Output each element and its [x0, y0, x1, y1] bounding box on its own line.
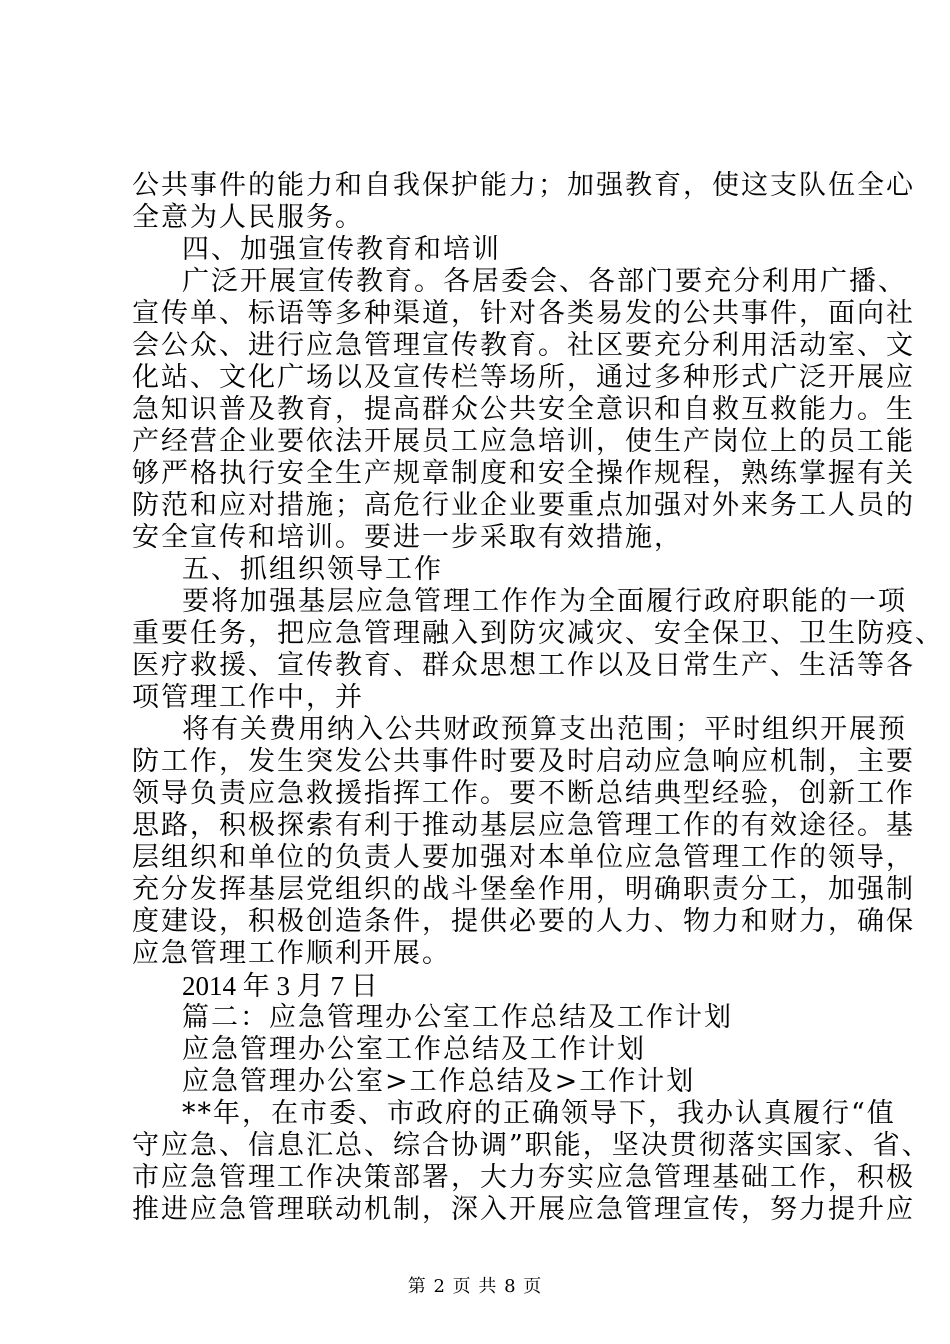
document-body [132, 170, 944, 1226]
text-line: 项管理工作中，并 [132, 682, 364, 713]
text-line: 充分发挥基层党组织的战斗堡垒作用，明确职责分工，加强制 [132, 874, 915, 905]
text-line: 应急管理办公室工作总结及工作计划 [182, 1034, 646, 1065]
text-line: 守应急、信息汇总、综合协调”职能，坚决贯彻落实国家、省、 [132, 1130, 931, 1161]
text-line: 思路，积极探索有利于推动基层应急管理工作的有效途径。基 [132, 810, 915, 841]
text-line: 防范和应对措施；高危行业企业要重点加强对外来务工人员的 [132, 490, 915, 521]
text-line: 2014 年 3 月 7 日 [182, 971, 378, 1001]
page-footer: 第 2 页 共 8 页 [407, 1276, 543, 1297]
text-line: 领导负责应急救援指挥工作。要不断总结典型经验，创新工作 [132, 778, 915, 809]
text-line: 急知识普及教育，提高群众公共安全意识和自救互救能力。生 [132, 394, 915, 425]
text-line: 医疗救援、宣传教育、群众思想工作以及日常生产、生活等各 [132, 650, 915, 681]
text-line: 应急管理办公室>工作总结及>工作计划 [182, 1066, 696, 1097]
text-line: 市应急管理工作决策部署，大力夯实应急管理基础工作，积极 [132, 1162, 915, 1193]
text-line: 宣传单、标语等多种渠道，针对各类易发的公共事件，面向社 [132, 298, 915, 329]
text-line: **年，在市委、市政府的正确领导下，我办认真履行“值 [182, 1098, 896, 1129]
text-line: 会公众、进行应急管理宣传教育。社区要充分利用活动室、文 [132, 330, 915, 361]
text-line: 四、加强宣传教育和培训 [182, 234, 501, 265]
text-line: 广泛开展宣传教育。各居委会、各部门要充分利用广播、 [182, 266, 907, 297]
text-line: 公共事件的能力和自我保护能力；加强教育，使这支队伍全心 [132, 170, 915, 201]
text-line: 五、抓组织领导工作 [182, 554, 443, 585]
text-line: 防工作，发生突发公共事件时要及时启动应急响应机制，主要 [132, 746, 915, 777]
text-line: 化站、文化广场以及宣传栏等场所，通过多种形式广泛开展应 [132, 362, 915, 393]
text-line: 层组织和单位的负责人要加强对本单位应急管理工作的领导， [132, 842, 915, 873]
text-line: 安全宣传和培训。要进一步采取有效措施， [132, 522, 683, 553]
text-line: 产经营企业要依法开展员工应急培训，使生产岗位上的员工能 [132, 426, 915, 457]
text-line: 应急管理工作顺利开展。 [132, 938, 451, 969]
text-line: 够严格执行安全生产规章制度和安全操作规程，熟练掌握有关 [132, 458, 915, 489]
text-line: 要将加强基层应急管理工作作为全面履行政府职能的一项 [182, 586, 907, 617]
text-line: 度建设，积极创造条件，提供必要的人力、物力和财力，确保 [132, 906, 915, 937]
text-line: 重要任务，把应急管理融入到防灾减灾、安全保卫、卫生防疫、 [132, 618, 944, 649]
text-line: 将有关费用纳入公共财政预算支出范围；平时组织开展预 [182, 714, 907, 745]
text-line: 篇二：应急管理办公室工作总结及工作计划 [182, 1002, 733, 1033]
text-line: 推进应急管理联动机制，深入开展应急管理宣传，努力提升应 [132, 1194, 915, 1225]
text-line: 全意为人民服务。 [132, 202, 364, 233]
